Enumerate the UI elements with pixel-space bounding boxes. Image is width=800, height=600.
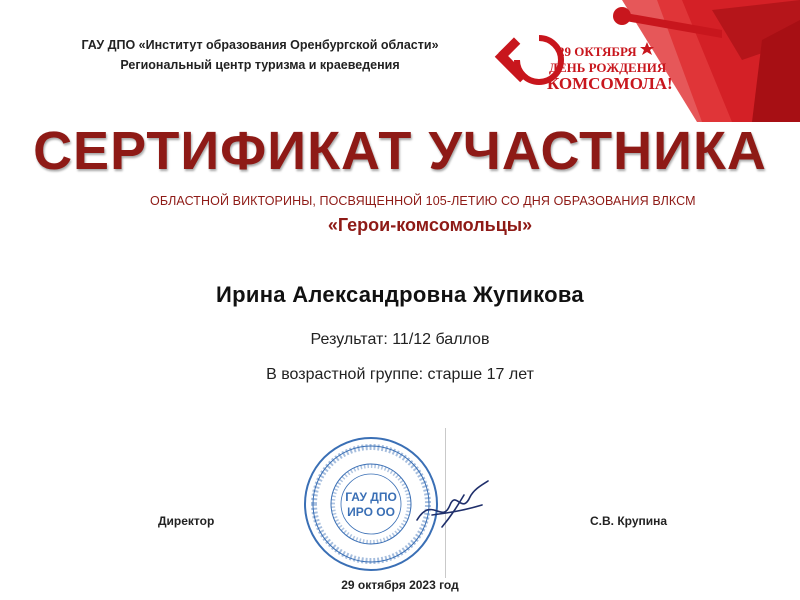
certificate-subtitle: ОБЛАСТНОЙ ВИКТОРИНЫ, ПОСВЯЩЕННОЙ 105-ЛЕТИЮ СО ДНЯ ОБРАЗОВАНИЯ ВЛКСМ (150, 194, 696, 208)
director-name: С.В. Крупина (590, 514, 668, 528)
banner-date: 29 ОКТЯБРЯ (558, 44, 637, 59)
banner-komsomol: КОМСОМОЛА! (547, 74, 673, 93)
age-group-line: В возрастной группе: старше 17 лет (266, 366, 534, 383)
result-line: Результат: 11/12 баллов (310, 331, 490, 348)
director-signature (412, 475, 492, 535)
director-title: Директор (158, 514, 215, 528)
certificate-date: 29 октября 2023 год (341, 578, 459, 592)
certificate-title: СЕРТИФИКАТ УЧАСТНИКА (33, 121, 767, 181)
organization-name: ГАУ ДПО «Институт образования Оренбургской области» (81, 38, 439, 52)
stamp-center-line2: ИРО ОО (347, 505, 395, 519)
banner-occasion: ДЕНЬ РОЖДЕНИЯ (549, 60, 667, 75)
quiz-name: «Герои-комсомольцы» (327, 215, 533, 235)
organization-department: Региональный центр туризма и краеведения (120, 58, 400, 72)
recipient-name: Ирина Александровна Жупикова (216, 282, 584, 307)
stamp-center-line1: ГАУ ДПО (345, 490, 397, 504)
